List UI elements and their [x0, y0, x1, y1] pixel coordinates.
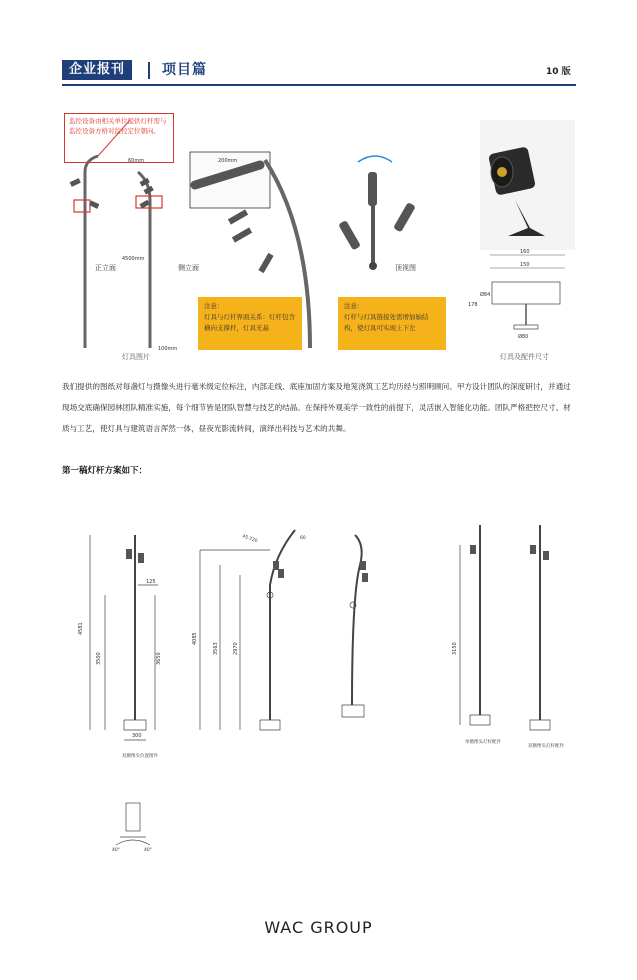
- d2-angle-2: 60: [300, 536, 306, 541]
- pole-drawings: [60, 515, 580, 855]
- magazine-title: 企业报刊: [62, 60, 132, 80]
- d1-width-top: 125: [146, 579, 156, 585]
- note-2-body: 灯杆与灯具链接处需增加轴结构，使灯具可实现上下左: [344, 313, 429, 332]
- d1-height-low: 3650: [156, 652, 162, 665]
- note-box-2: [338, 297, 446, 350]
- d4-height: 3150: [452, 642, 458, 655]
- top-view-drawing: [338, 156, 416, 270]
- header-rule: [62, 84, 576, 86]
- drawing-3: [342, 535, 368, 717]
- d1-height-total: 4581: [78, 622, 84, 635]
- drawing-1: [90, 535, 158, 740]
- d1-width-base: 300: [132, 733, 142, 739]
- drawing-5: [530, 525, 550, 730]
- dim-80: Ø80: [518, 334, 529, 340]
- note-1-body: 灯具与灯杆界面关系：灯杆包含横向支撑杆，灯具无基: [204, 313, 295, 332]
- body-paragraph: 我们提供的图纸对每盏灯与摄像头进行毫米级定位标注，内部走线、底座加固方案及地笼浇筑工艺均历经与照明顾问、甲方设计团队的深度研讨，并通过现场交底确保园林团队精准实施，每个细节皆是团队智慧与技艺的结晶。在保持外观美学一致性的前提下，灵活嵌入智能化功能。团队严格把控尺寸、材质与工艺，使灯具与建筑语言浑然一体，昼夜光影流转间，演绎出科技与艺术的共舞。: [62, 382, 571, 433]
- d4-caption: 单摄像头灯杆配件: [465, 740, 501, 745]
- drawing-4: [460, 525, 490, 725]
- d1-height-mid: 3500: [96, 652, 102, 665]
- d2-height-total: 4085: [192, 632, 198, 645]
- footer-brand-logo: WAC GROUP: [264, 918, 373, 937]
- caption-fixture-photo: 灯具图片: [122, 353, 150, 361]
- note-1-title: 注意：: [204, 302, 224, 310]
- fixture-photo: [480, 120, 575, 250]
- callout-box: 监控设备由相关单位提供灯杆需与监控设备方格对监控定位朝向。: [64, 113, 174, 163]
- dim-160: 160: [520, 249, 530, 255]
- d2-height-mid: 3563: [213, 642, 219, 655]
- drawing-2: [200, 530, 295, 730]
- label-side-elevation: 侧立面: [178, 264, 199, 272]
- dim-4500mm: 4500mm: [122, 256, 145, 262]
- d1-caption: 双摄像头位置图件: [122, 754, 158, 759]
- section-subhead: 第一稿灯杆方案如下：: [62, 466, 148, 476]
- d2-angle-1: 45.720: [241, 534, 258, 545]
- label-front-elevation: 正立面: [95, 264, 116, 272]
- d2-height-low: 2970: [233, 642, 239, 655]
- base-angle-1: 40°: [112, 848, 120, 853]
- dim-150: 150: [520, 262, 530, 268]
- page-number: 10 版: [546, 67, 571, 77]
- base-detail-drawing: [116, 803, 150, 845]
- dim-200mm: 200mm: [218, 158, 238, 164]
- caption-fixture-dimensions: 灯具及配件尺寸: [500, 353, 549, 361]
- section-title: 项目篇: [162, 62, 207, 78]
- header-divider: [148, 62, 150, 79]
- dim-84: Ø84: [480, 292, 491, 298]
- base-angle-2: 40°: [144, 848, 152, 853]
- dim-100mm: 100mm: [158, 346, 178, 352]
- label-top-view: 顶视图: [395, 264, 416, 272]
- d5-caption: 双摄像头灯杆配件: [528, 744, 564, 749]
- note-box-1: [198, 297, 302, 350]
- dim-178: 178: [468, 302, 478, 308]
- dim-60mm: 60mm: [128, 158, 145, 164]
- note-2-title: 注意：: [344, 302, 364, 310]
